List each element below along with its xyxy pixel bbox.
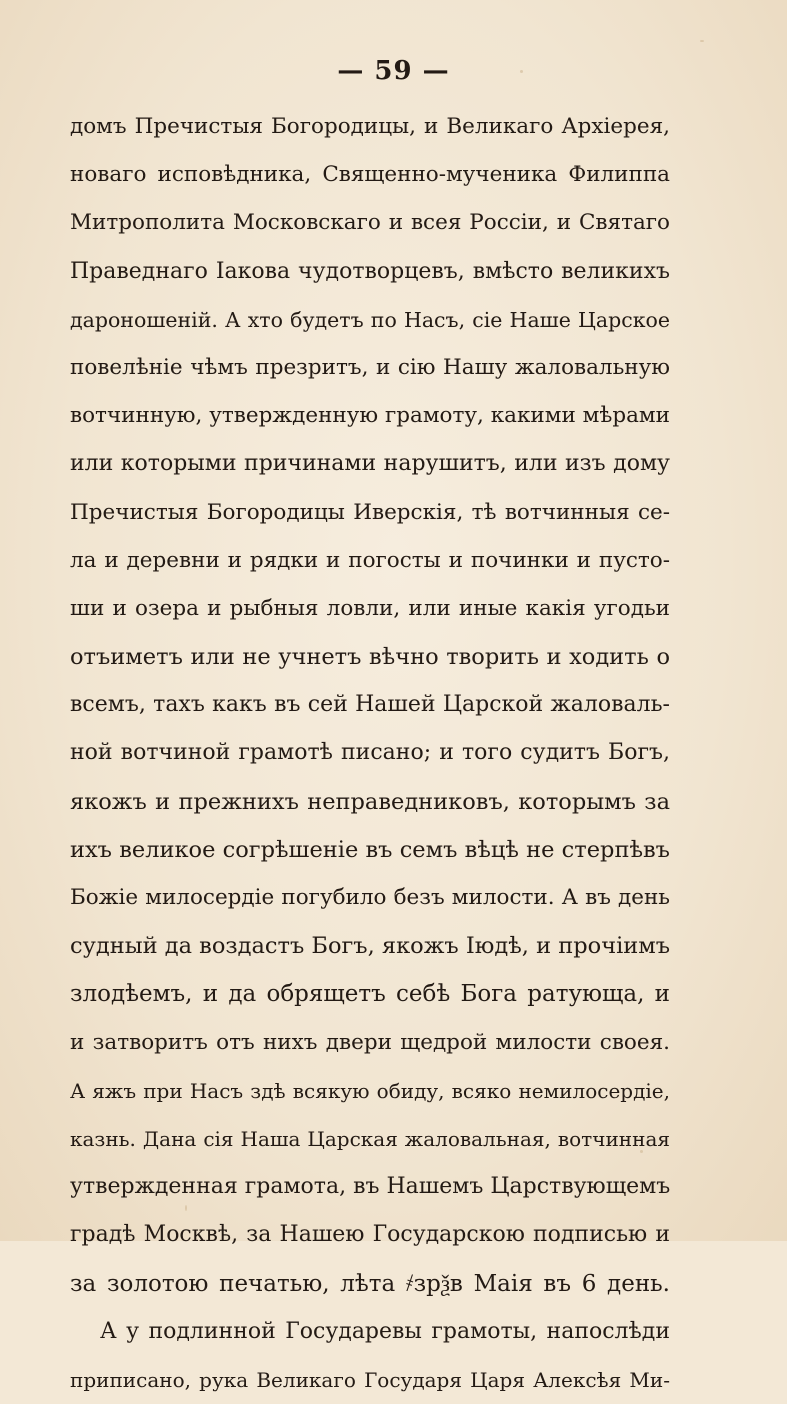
text-line: злодѣемъ, и да обрящетъ себѣ Бога ратующа, и xyxy=(70,981,670,1008)
text-line: утвержденная грамота, въ Нашемъ Царствующемъ xyxy=(70,1174,670,1200)
text-line: Пречистыя Богородицы Иверскія, тѣ вотчинныя се- xyxy=(70,499,670,525)
text-line: вотчинную, утвержденную грамоту, какими мѣрами xyxy=(70,403,670,429)
text-line: ной вотчиной грамотѣ писано; и того судитъ Богъ, xyxy=(70,740,670,766)
text-line: или которыми причинами нарушитъ, или изъ дому xyxy=(70,451,670,477)
paper-speck xyxy=(700,40,704,42)
text-line: всемъ, тахъ какъ въ сей Нашей Царской жаловаль- xyxy=(70,692,670,718)
text-line: казнь. Дана сія Наша Царская жаловальная, вотчинная xyxy=(70,1126,670,1151)
text-line: Праведнаго Іакова чудотворцевъ, вмѣсто великихъ xyxy=(70,258,670,284)
text-line: новаго исповѣдника, Священно-мученика Филиппа xyxy=(70,162,670,188)
text-line: отъиметъ или не учнетъ вѣчно творить и ходить о xyxy=(70,644,670,671)
text-line: и затворитъ отъ нихъ двери щедрой милости своея. xyxy=(70,1029,670,1055)
text-line: повелѣніе чѣмъ презритъ, и сію Нашу жаловальную xyxy=(70,354,670,380)
text-line: домъ Пречистыя Богородицы, и Великаго Архіерея, xyxy=(70,114,670,139)
text-line: А яжъ при Насъ здѣ всякую обиду, всяко немилосердіе, xyxy=(70,1078,670,1103)
text-line: Божіе милосердіе погубило безъ милости. А въ день xyxy=(70,885,670,910)
body-text xyxy=(70,103,670,1404)
closing-paragraph-line: А у подлинной Государевы грамоты, напослѣди xyxy=(100,1318,670,1344)
text-line: ихъ великое согрѣшеніе въ семъ вѣцѣ не стерпѣвъ xyxy=(70,836,670,863)
text-line: ла и деревни и рядки и погосты и починки и пусто- xyxy=(70,547,670,573)
page-number: — 59 — xyxy=(337,56,450,86)
text-line: дароношеній. А хто будетъ по Насъ, сіе Наше Царское xyxy=(70,307,670,332)
text-line: якожъ и прежнихъ неправедниковъ, которымъ за xyxy=(70,788,670,815)
closing-paragraph-line: приписано, рука Великаго Государя Царя Алексѣя Ми- xyxy=(70,1367,670,1392)
text-line: судный да воздастъ Богъ, якожъ Іюдѣ, и прочіимъ xyxy=(70,933,670,960)
text-line: ши и озера и рыбныя ловли, или иные какія угодьи xyxy=(70,595,670,621)
text-line: за золотою печатью, лѣта ҂зрѯв Маія въ 6 день. xyxy=(70,1270,670,1297)
text-line: градѣ Москвѣ, за Нашею Государскою подписью и xyxy=(70,1222,670,1248)
text-line: Митрополита Московскаго и всея Россіи, и Святаго xyxy=(70,210,670,236)
